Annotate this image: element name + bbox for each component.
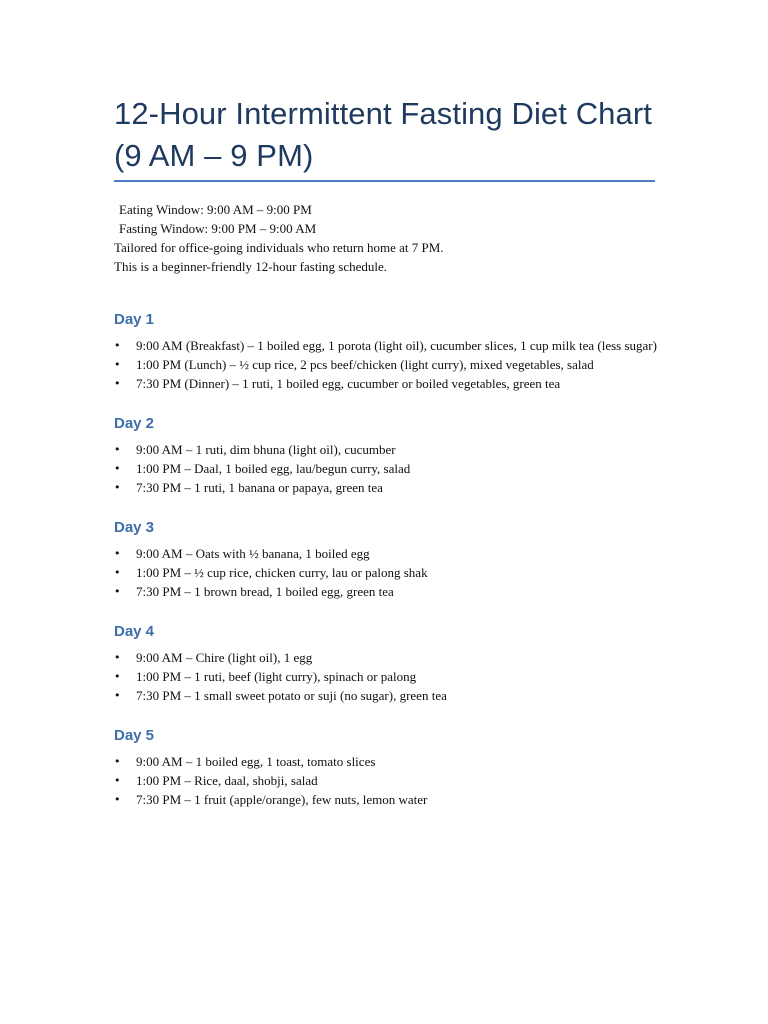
- meal-text: 9:00 AM – Chire (light oil), 1 egg: [136, 650, 313, 665]
- meal-text: 1:00 PM – 1 ruti, beef (light curry), spinach or palong: [136, 669, 417, 684]
- meal-text: 1:00 PM – ½ cup rice, chicken curry, lau or palong shak: [136, 565, 428, 580]
- meal-text: 7:30 PM (Dinner) – 1 ruti, 1 boiled egg, cucumber or boiled vegetables, green tea: [136, 376, 561, 391]
- meal-item: [114, 752, 674, 771]
- bullet-icon: •: [114, 670, 121, 683]
- title-line-2: (9 AM – 9 PM): [114, 138, 314, 173]
- fasting-window-text: Fasting Window: 9:00 PM – 9:00 AM: [119, 221, 317, 236]
- day-heading: Day 2: [114, 415, 155, 432]
- meal-text: 9:00 AM – 1 boiled egg, 1 toast, tomato slices: [136, 754, 376, 769]
- bullet-icon: •: [114, 566, 121, 579]
- day-heading: Day 4: [114, 623, 155, 640]
- bullet-icon: •: [114, 547, 121, 560]
- day-section: [114, 516, 674, 601]
- meal-text: 7:30 PM – 1 ruti, 1 banana or papaya, green tea: [136, 480, 383, 495]
- meal-list: [114, 752, 674, 809]
- day-schedule: [114, 308, 674, 828]
- intro-block: [114, 200, 674, 276]
- day-section: [114, 620, 674, 705]
- meal-item: [114, 336, 674, 355]
- meal-text: 7:30 PM – 1 fruit (apple/orange), few nuts, lemon water: [136, 792, 428, 807]
- meal-text: 1:00 PM – Daal, 1 boiled egg, lau/begun curry, salad: [136, 461, 411, 476]
- bullet-icon: •: [114, 755, 121, 768]
- bullet-icon: •: [114, 793, 121, 806]
- meal-text: 9:00 AM – Oats with ½ banana, 1 boiled egg: [136, 546, 370, 561]
- bullet-icon: •: [114, 462, 121, 475]
- meal-list: [114, 544, 674, 601]
- meal-item: [114, 582, 674, 601]
- beginner-text: This is a beginner-friendly 12-hour fasting schedule.: [114, 259, 388, 274]
- bullet-icon: •: [114, 358, 121, 371]
- meal-text: 1:00 PM – Rice, daal, shobji, salad: [136, 773, 318, 788]
- bullet-icon: •: [114, 339, 121, 352]
- eating-window-text: Eating Window: 9:00 AM – 9:00 PM: [119, 202, 312, 217]
- meal-list: [114, 336, 674, 393]
- day-heading: Day 5: [114, 727, 155, 744]
- title-underline: [114, 180, 655, 182]
- bullet-icon: •: [114, 481, 121, 494]
- bullet-icon: •: [114, 651, 121, 664]
- meal-text: 7:30 PM – 1 brown bread, 1 boiled egg, green tea: [136, 584, 394, 599]
- meal-item: [114, 440, 674, 459]
- bullet-icon: •: [114, 689, 121, 702]
- day-section: [114, 308, 674, 393]
- meal-text: 9:00 AM (Breakfast) – 1 boiled egg, 1 porota (light oil), cucumber slices, 1 cup milk tea (less sugar): [136, 338, 657, 353]
- document-title: [114, 93, 674, 177]
- meal-text: 1:00 PM (Lunch) – ½ cup rice, 2 pcs beef/chicken (light curry), mixed vegetables, salad: [136, 357, 594, 372]
- meal-item: [114, 355, 674, 374]
- meal-item: [114, 686, 674, 705]
- meal-item: [114, 563, 674, 582]
- day-section: [114, 724, 674, 809]
- meal-item: [114, 790, 674, 809]
- meal-text: 9:00 AM – 1 ruti, dim bhuna (light oil), cucumber: [136, 442, 396, 457]
- day-section: [114, 412, 674, 497]
- day-heading: Day 3: [114, 519, 155, 536]
- meal-list: [114, 648, 674, 705]
- meal-item: [114, 648, 674, 667]
- meal-text: 7:30 PM – 1 small sweet potato or suji (no sugar), green tea: [136, 688, 447, 703]
- bullet-icon: •: [114, 443, 121, 456]
- day-heading: Day 1: [114, 311, 155, 328]
- meal-item: [114, 544, 674, 563]
- title-line-1: 12-Hour Intermittent Fasting Diet Chart: [114, 96, 652, 131]
- meal-item: [114, 478, 674, 497]
- meal-list: [114, 440, 674, 497]
- bullet-icon: •: [114, 774, 121, 787]
- bullet-icon: •: [114, 585, 121, 598]
- bullet-icon: •: [114, 377, 121, 390]
- meal-item: [114, 459, 674, 478]
- tailored-text: Tailored for office-going individuals who return home at 7 PM.: [114, 240, 444, 255]
- meal-item: [114, 374, 674, 393]
- meal-item: [114, 667, 674, 686]
- meal-item: [114, 771, 674, 790]
